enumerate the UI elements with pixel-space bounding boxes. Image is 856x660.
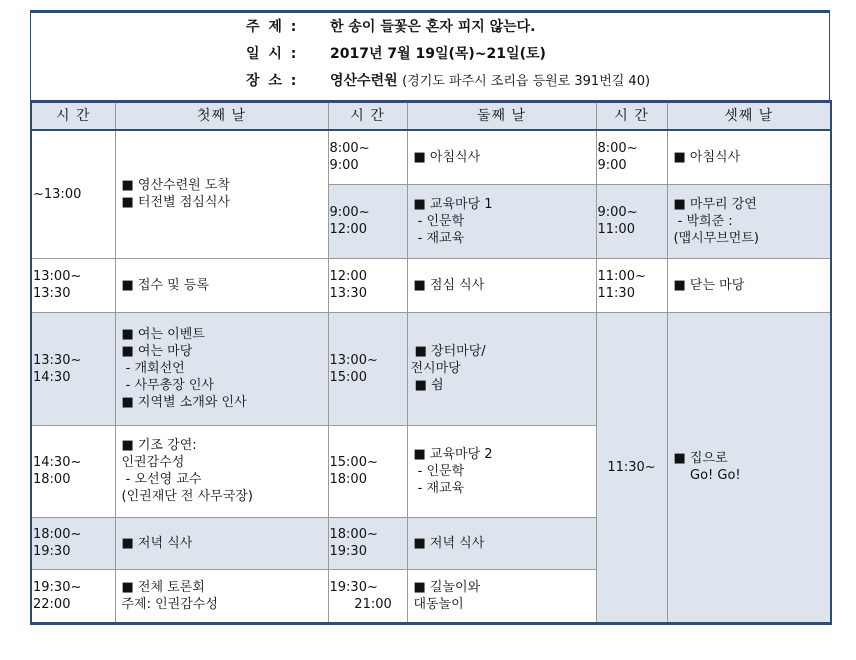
date-value: 2017년 7월 19일(목)~21일(토) [330,46,546,62]
day3-activity-cell: ■ 집으로 Go! Go! [667,312,831,623]
place-label: 장 소 : [246,73,299,89]
day2-time-cell: 9:00~ 12:00 [328,184,407,258]
day2-activity-cell: ■ 아침식사 [407,130,596,184]
event-header [30,10,830,100]
day3-time-cell: 8:00~ 9:00 [596,130,667,184]
day1-activity-cell: ■ 저녁 식사 [115,517,328,569]
col-header-day2: 둘째 날 [407,102,596,131]
day3-activity-cell: ■ 아침식사 [667,130,831,184]
day1-time-cell: 19:30~ 22:00 [31,569,115,623]
col-header-time-1: 시 간 [31,102,115,131]
col-header-time-2: 시 간 [328,102,407,131]
day1-time-cell: 13:00~ 13:30 [31,258,115,312]
place-value: 영산수련원 [330,73,398,89]
table-row [31,130,831,184]
schedule-document [30,10,830,625]
day1-activity-cell: ■ 접수 및 등록 [115,258,328,312]
day1-activity-cell: ■ 전체 토론회 주제: 인권감수성 [115,569,328,623]
topic-line [246,17,536,37]
day1-activity-cell: ■ 영산수련원 도착 ■ 터전별 점심식사 [115,130,328,258]
day3-activity-cell: ■ 마무리 강연 - 박희준 : (맵시무브먼트) [667,184,831,258]
day3-time-cell: 9:00~ 11:00 [596,184,667,258]
day2-time-cell: 8:00~ 9:00 [328,130,407,184]
col-header-day1: 첫째 날 [115,102,328,131]
col-header-day3: 셋째 날 [667,102,831,131]
day1-time-cell: 13:30~ 14:30 [31,312,115,425]
day2-time-cell: 12:00 13:30 [328,258,407,312]
day2-activity-cell: ■ 교육마당 1 - 인문학 - 재교육 [407,184,596,258]
place-address: (경기도 파주시 조리읍 등원로 391번길 40) [402,74,651,89]
schedule-table [30,100,832,625]
topic-value: 한 송이 들꽃은 혼자 피지 않는다. [330,19,536,35]
day2-activity-cell: ■ 장터마당/ 전시마당 ■ 쉼 [407,312,596,425]
day1-activity-cell: ■ 기조 강연: 인권감수성 - 오선영 교수 (인권재단 전 사무국장) [115,425,328,517]
day2-activity-cell: ■ 교육마당 2 - 인문학 - 재교육 [407,425,596,517]
day2-time-cell: 18:00~ 19:30 [328,517,407,569]
table-header-row [31,102,831,131]
day1-time-cell: ~13:00 [31,130,115,258]
day3-time-cell: 11:30~ [596,312,667,623]
day2-activity-cell: ■ 저녁 식사 [407,517,596,569]
table-row [31,258,831,312]
day3-activity-cell: ■ 닫는 마당 [667,258,831,312]
topic-label: 주 제 : [246,19,299,35]
day1-time-cell: 18:00~ 19:30 [31,517,115,569]
place-line [246,71,650,92]
day2-activity-cell: ■ 길놀이와 대동놀이 [407,569,596,623]
col-header-time-3: 시 간 [596,102,667,131]
day2-activity-cell: ■ 점심 식사 [407,258,596,312]
day3-time-cell: 11:00~ 11:30 [596,258,667,312]
day2-time-cell: 15:00~ 18:00 [328,425,407,517]
date-line [246,44,546,64]
date-label: 일 시 : [246,46,299,62]
table-row [31,312,831,425]
day2-time-cell: 19:30~ 21:00 [328,569,407,623]
day1-time-cell: 14:30~ 18:00 [31,425,115,517]
day1-activity-cell: ■ 여는 이벤트 ■ 여는 마당 - 개회선언 - 사무총장 인사 ■ 지역별 소개와 인사 [115,312,328,425]
day2-time-cell: 13:00~ 15:00 [328,312,407,425]
